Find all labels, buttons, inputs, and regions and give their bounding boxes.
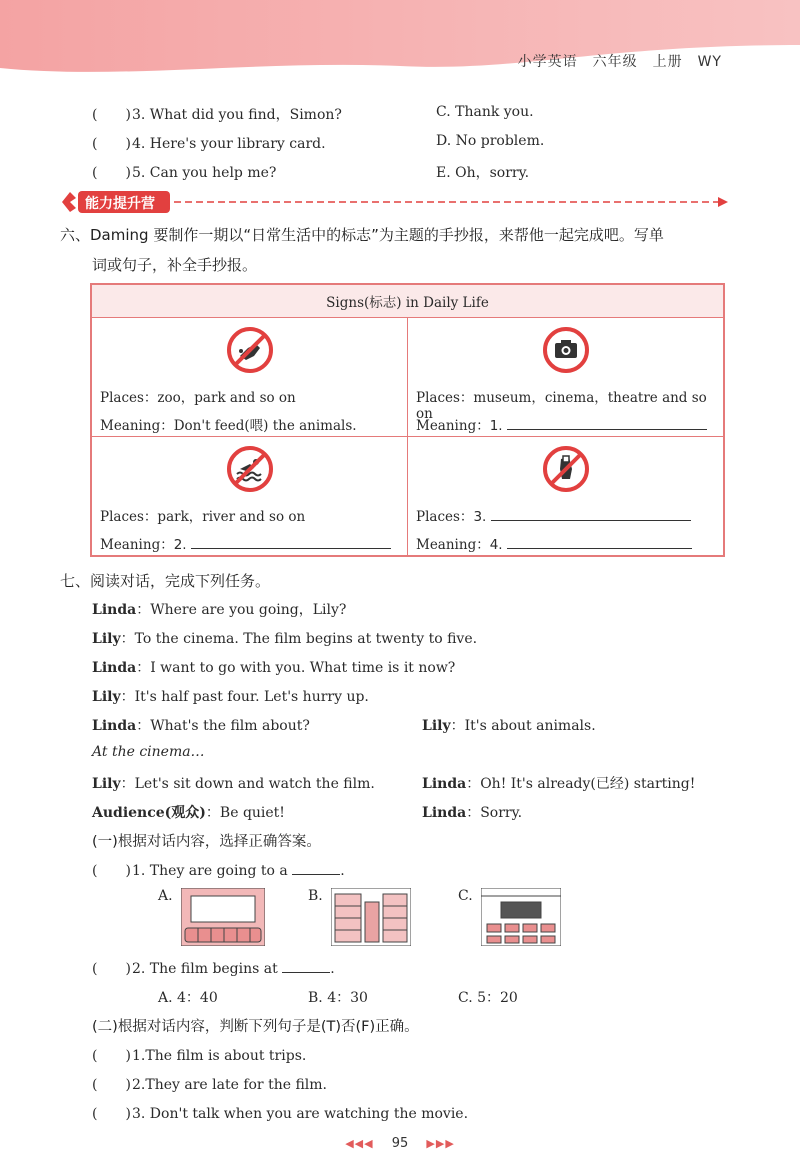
section7-title: 七、阅读对话，完成下列任务。: [60, 572, 271, 590]
tf-question: ( )1.The film is about trips.: [92, 1045, 306, 1065]
question-text: 3. What did you find，Simon?: [132, 107, 342, 123]
dialogue-line: Lily：To the cinema. The film begins at twenty to five.: [92, 631, 478, 647]
matching-row: [92, 104, 342, 124]
sign-meaning: Meaning：4.: [416, 533, 692, 553]
sign-cell: [91, 318, 408, 437]
question-text: 5. Can you help me?: [132, 165, 277, 181]
dialogue-line: Audience(观众)：Be quiet!: [92, 805, 285, 821]
no-feeding-icon: [226, 326, 274, 374]
dialogue-line: Lily：Let's sit down and watch the film.: [92, 776, 375, 792]
no-touching-icon: [542, 445, 590, 493]
dialogue-line: Linda：What's the film about?: [92, 718, 310, 734]
cinema-picture[interactable]: [181, 888, 265, 946]
classroom-picture[interactable]: [481, 888, 561, 946]
option-c[interactable]: C. 5：20: [458, 990, 518, 1006]
option-b[interactable]: B. 4：30: [308, 990, 368, 1006]
left-arrows-icon: ◀◀◀: [345, 1137, 374, 1150]
answer-paren[interactable]: ( ): [92, 107, 131, 123]
page-number: 95: [391, 1136, 409, 1151]
matching-option: D. No problem.: [436, 133, 545, 149]
library-picture[interactable]: [331, 888, 411, 946]
sign-places: Places：zoo，park and so on: [100, 390, 296, 406]
option-a[interactable]: A. 4：40: [158, 990, 218, 1006]
sign-meaning: Meaning：1.: [416, 414, 707, 434]
answer-paren[interactable]: ( ): [92, 1106, 131, 1122]
part2-title: (二)根据对话内容，判断下列句子是(T)否(F)正确。: [92, 1019, 419, 1035]
answer-paren[interactable]: ( ): [92, 863, 131, 879]
matching-option: C. Thank you.: [436, 104, 534, 120]
mc-question-2: ( )2. The film begins at .: [92, 958, 335, 978]
section6-title-line1: 六、Daming 要制作一期以“日常生活中的标志”为主题的手抄报，来帮他一起完成吧。写单: [60, 226, 664, 244]
tf-question: ( )3. Don't talk when you are watching the movie.: [92, 1103, 468, 1123]
signs-table: [90, 283, 725, 557]
page-footer: [0, 1136, 800, 1151]
answer-blank[interactable]: [282, 958, 330, 973]
section6-title-line2: 词或句子，补全手抄报。: [92, 256, 258, 274]
sign-cell: [408, 318, 725, 437]
option-a-label: A.: [158, 888, 173, 904]
dialogue-line: Linda：Oh! It's already(已经) starting!: [422, 776, 696, 792]
sign-places: Places：museum，cinema，theatre and so on: [416, 390, 707, 422]
dialogue-line: Lily：It's half past four. Let's hurry up.: [92, 689, 369, 705]
signs-table-title: Signs(标志) in Daily Life: [91, 284, 724, 318]
sign-places: Places：park，river and so on: [100, 509, 306, 525]
answer-blank-4[interactable]: [507, 534, 692, 549]
sign-places: Places：3.: [416, 505, 691, 525]
answer-blank-3[interactable]: [491, 506, 691, 521]
section-badge: [60, 188, 730, 220]
answer-blank-2[interactable]: [191, 534, 391, 549]
option-c-label: C.: [458, 888, 473, 904]
dialogue-line: Linda：I want to go with you. What time is it now?: [92, 660, 456, 676]
answer-paren[interactable]: ( ): [92, 165, 131, 181]
right-arrows-icon: ▶▶▶: [426, 1137, 455, 1150]
dialogue-line: Linda：Sorry.: [422, 805, 523, 821]
question-text: 4. Here's your library card.: [132, 136, 326, 152]
tf-question: ( )2.They are late for the film.: [92, 1074, 327, 1094]
sign-meaning: Meaning：2.: [100, 533, 391, 553]
dialogue-line: Linda：Where are you going，Lily?: [92, 602, 347, 618]
sign-meaning: Meaning：Don't feed(喂) the animals.: [100, 418, 357, 434]
part1-title: (一)根据对话内容，选择正确答案。: [92, 834, 321, 850]
sign-cell: [408, 437, 725, 557]
answer-blank[interactable]: [292, 860, 340, 875]
dialogue-line: Lily：It's about animals.: [422, 718, 596, 734]
answer-paren[interactable]: ( ): [92, 1077, 131, 1093]
badge-label: 能力提升营: [85, 196, 155, 212]
matching-row: [92, 133, 326, 153]
no-swimming-icon: [226, 445, 274, 493]
answer-blank-1[interactable]: [507, 415, 707, 430]
option-b-label: B.: [308, 888, 323, 904]
matching-option: E. Oh，sorry.: [436, 165, 530, 181]
answer-paren[interactable]: ( ): [92, 136, 131, 152]
sign-cell: [91, 437, 408, 557]
mc-question-1: ( )1. They are going to a .: [92, 860, 345, 880]
scene-note: At the cinema…: [92, 744, 205, 760]
no-photo-icon: [542, 326, 590, 374]
answer-paren[interactable]: ( ): [92, 961, 131, 977]
answer-paren[interactable]: ( ): [92, 1048, 131, 1064]
badge-graphic: [60, 188, 730, 216]
header-subject-label: 小学英语 六年级 上册 WY: [517, 54, 722, 70]
matching-row: [92, 162, 276, 182]
